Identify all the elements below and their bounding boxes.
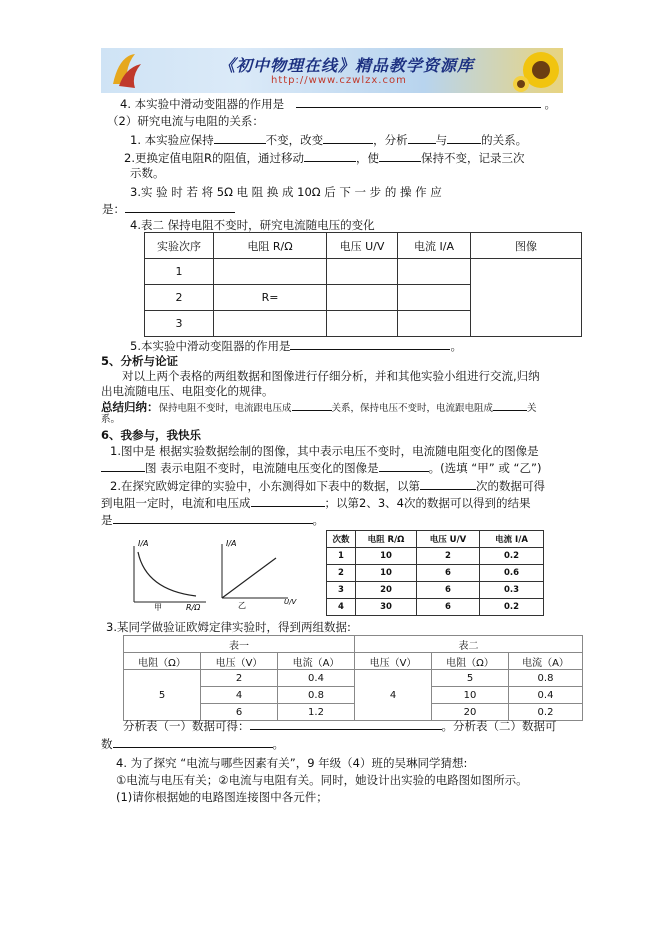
text: 到电阻一定时，电流和电压成 <box>101 496 251 510</box>
text: 的关系。 <box>481 133 528 147</box>
line <box>222 558 276 598</box>
text: 与 <box>435 133 448 147</box>
text: 。 <box>272 737 284 751</box>
text: 关系，保持电压不变时，电流跟电阻成 <box>331 403 494 414</box>
question-line <box>101 512 324 528</box>
text: 是： <box>102 202 125 216</box>
answer-blank[interactable] <box>296 96 541 108</box>
table-cell: 4 <box>327 599 356 616</box>
header-banner <box>101 48 563 93</box>
table-cell: 20 <box>432 704 509 721</box>
table-cell: 0.8 <box>509 670 583 687</box>
answer-blank[interactable] <box>323 132 373 144</box>
text: 是 <box>101 513 113 527</box>
banner-title: 《初中物理在线》精品教学资源库 <box>219 56 475 75</box>
table-cell: 10 <box>356 548 417 565</box>
answer-blank[interactable] <box>101 460 145 472</box>
table-cell: 20 <box>356 582 417 599</box>
x-axis-label: U/V <box>284 598 297 606</box>
text: 保持不变，记录三次 <box>420 151 525 165</box>
table-cell: 0.2 <box>480 599 544 616</box>
text: 5.本实验中滑动变阻器的作用是 <box>130 339 291 353</box>
text: 3.实 验 时 若 将 5Ω 电 阻 换 成 10Ω 后 下 一 步 的 操 作 应 <box>130 185 442 199</box>
paragraph: 4. 为了探究 “电流与哪些因素有关”，9 年级（4）班的吴琳同学猜想: <box>116 756 468 770</box>
table-header: 电流（A） <box>509 653 583 670</box>
table-header: 电压（V） <box>201 653 278 670</box>
answer-blank[interactable] <box>251 495 325 507</box>
question-line <box>130 338 462 354</box>
table-cell: 6 <box>201 704 278 721</box>
text: ；以第2、3、4次的数据可以得到的结果 <box>324 496 531 510</box>
label: 总结归纳： <box>101 400 159 414</box>
banner-url: http://www.czwlzx.com <box>271 75 407 86</box>
table-header: 电阻 R/Ω <box>214 233 327 259</box>
table-cell: 0.4 <box>278 670 355 687</box>
graph-yi <box>214 538 306 612</box>
question-line <box>101 736 284 752</box>
text: 。分析表（二）数据可 <box>441 719 557 733</box>
table-header: 电阻（Ω） <box>124 653 201 670</box>
question-line <box>123 718 557 734</box>
text: 。 <box>450 339 462 353</box>
table-header: 电流 I/A <box>398 233 471 259</box>
text: 图 表示电阻不变时，电流随电压变化的图像是 <box>145 461 379 475</box>
table-cell: 6 <box>417 565 480 582</box>
table-cell: 6 <box>417 582 480 599</box>
question-line <box>120 96 556 112</box>
text: 1. 本实验应保持 <box>130 133 214 147</box>
answer-blank[interactable] <box>292 399 332 411</box>
section-title: 6、我参与，我快乐 <box>101 428 202 442</box>
paragraph: (1)请你根据她的电路图连接图中各元件； <box>116 790 328 804</box>
text: 。 <box>544 97 556 111</box>
table-header: 电阻（Ω） <box>432 653 509 670</box>
paragraph: ①电流与电压有关；②电流与电阻有关。同时，她设计出实验的电路图如图所示。 <box>116 773 528 787</box>
answer-blank[interactable] <box>290 338 450 350</box>
table-cell: 1 <box>327 548 356 565</box>
subsection-heading: （2）研究电流与电阻的关系： <box>107 114 264 128</box>
table-header: 电流 I/A <box>480 531 544 548</box>
logo-icon <box>105 50 145 90</box>
answer-blank[interactable] <box>408 132 436 144</box>
table-header: 实验次序 <box>145 233 214 259</box>
table-cell: 2 <box>201 670 278 687</box>
table-cell: 0.8 <box>278 687 355 704</box>
data-table-voltage <box>144 232 582 337</box>
table-cell: 0.2 <box>480 548 544 565</box>
answer-blank[interactable] <box>447 132 481 144</box>
text: 示数。 <box>130 166 165 180</box>
text: ，分析 <box>373 133 408 147</box>
table-header: 电阻 R/Ω <box>356 531 417 548</box>
table-cell: 2 <box>417 548 480 565</box>
table-cell: R= <box>214 285 327 311</box>
text: 分析表（一）数据可得： <box>123 719 250 733</box>
text: 关 <box>527 403 537 414</box>
table-cell: 1.2 <box>278 704 355 721</box>
table-cell[interactable] <box>214 311 327 337</box>
graph-name: 乙 <box>238 601 246 610</box>
table-cell[interactable] <box>398 259 471 285</box>
table-header: 电压（V） <box>355 653 432 670</box>
table-group-header: 表二 <box>355 636 583 653</box>
table-header: 图像 <box>471 233 582 259</box>
graph-name: 甲 <box>154 603 162 612</box>
table-cell: 5 <box>124 670 201 721</box>
text: 2.更换定值电阻R的阻值，通过移动 <box>124 151 304 165</box>
question-line <box>101 495 530 511</box>
text: 4. 本实验中滑动变阻器的作用是 <box>120 97 285 111</box>
answer-blank[interactable] <box>379 460 429 472</box>
text: 不变，改变 <box>265 133 324 147</box>
graph-cell[interactable] <box>471 259 582 337</box>
table-cell: 2 <box>145 285 214 311</box>
table-header: 次数 <box>327 531 356 548</box>
answer-blank[interactable] <box>113 512 313 524</box>
table-header: 电压 U/V <box>327 233 398 259</box>
table-cell: 3 <box>145 311 214 337</box>
summary-line <box>101 399 537 416</box>
table-cell: 4 <box>355 670 432 721</box>
table-cell: 1 <box>145 259 214 285</box>
table-header: 电压 U/V <box>417 531 480 548</box>
table-cell: 0.3 <box>480 582 544 599</box>
curve <box>138 552 196 596</box>
text: ，使 <box>355 151 379 165</box>
text: 保持电阻不变时，电流跟电压成 <box>158 403 292 414</box>
text: 系。 <box>101 414 121 425</box>
table-cell: 10 <box>432 687 509 704</box>
text: 数 <box>101 737 113 751</box>
table-group-header: 表一 <box>124 636 355 653</box>
text: 2.在探究欧姆定律的实验中，小东测得如下表中的数据，以第 <box>110 479 420 493</box>
table-cell: 3 <box>327 582 356 599</box>
table-cell: 0.4 <box>509 687 583 704</box>
section-title: 5、分析与论证 <box>101 354 179 368</box>
y-axis-label: I/A <box>226 539 237 548</box>
table-header: 电流（A） <box>278 653 355 670</box>
table-cell[interactable] <box>398 311 471 337</box>
table-cell: 0.6 <box>480 565 544 582</box>
answer-blank[interactable] <box>304 150 356 162</box>
question-line <box>110 478 545 494</box>
x-axis-label: R/Ω <box>186 603 201 612</box>
table-cell[interactable] <box>214 259 327 285</box>
table-caption: 4.表二 保持电阻不变时，研究电流随电压的变化 <box>130 218 375 232</box>
question-line <box>101 460 541 476</box>
paragraph: 出电流随电压、电阻变化的规律。 <box>101 384 274 398</box>
paragraph: 对以上两个表格的两组数据和图像进行仔细分析，并和其他实验小组进行交流,归纳 <box>122 369 540 383</box>
graph-jia <box>124 538 214 612</box>
question-line <box>102 201 235 217</box>
text: 。 <box>312 513 324 527</box>
table-cell: 5 <box>432 670 509 687</box>
paragraph: 3.某同学做验证欧姆定律实验时，得到两组数据: <box>106 620 351 634</box>
table-cell: 10 <box>356 565 417 582</box>
answer-blank[interactable] <box>125 201 235 213</box>
answer-blank[interactable] <box>113 736 273 748</box>
table-cell[interactable] <box>327 285 398 311</box>
question-line <box>130 132 527 148</box>
y-axis-label: I/A <box>138 539 149 548</box>
answer-blank[interactable] <box>493 399 527 411</box>
answer-blank[interactable] <box>379 150 421 162</box>
data-table-experiment <box>326 530 544 616</box>
sunflower-icon <box>511 48 563 93</box>
data-table-ohm <box>123 635 583 721</box>
answer-blank[interactable] <box>250 718 442 730</box>
table-cell[interactable] <box>327 311 398 337</box>
text: 次的数据可得 <box>475 479 545 493</box>
table-cell: 4 <box>201 687 278 704</box>
table-cell: 30 <box>356 599 417 616</box>
answer-blank[interactable] <box>214 132 266 144</box>
table-cell[interactable] <box>327 259 398 285</box>
table-cell: 6 <box>417 599 480 616</box>
table-cell: 0.2 <box>509 704 583 721</box>
paragraph: 1.图中是 根据实验数据绘制的图像，其中表示电压不变时，电流随电阻变化的图像是 <box>110 444 539 458</box>
table-cell: 2 <box>327 565 356 582</box>
question-line <box>124 150 524 166</box>
table-cell[interactable] <box>398 285 471 311</box>
answer-blank[interactable] <box>420 478 476 490</box>
text: 。(选填 “甲” 或 “乙”) <box>428 461 542 475</box>
